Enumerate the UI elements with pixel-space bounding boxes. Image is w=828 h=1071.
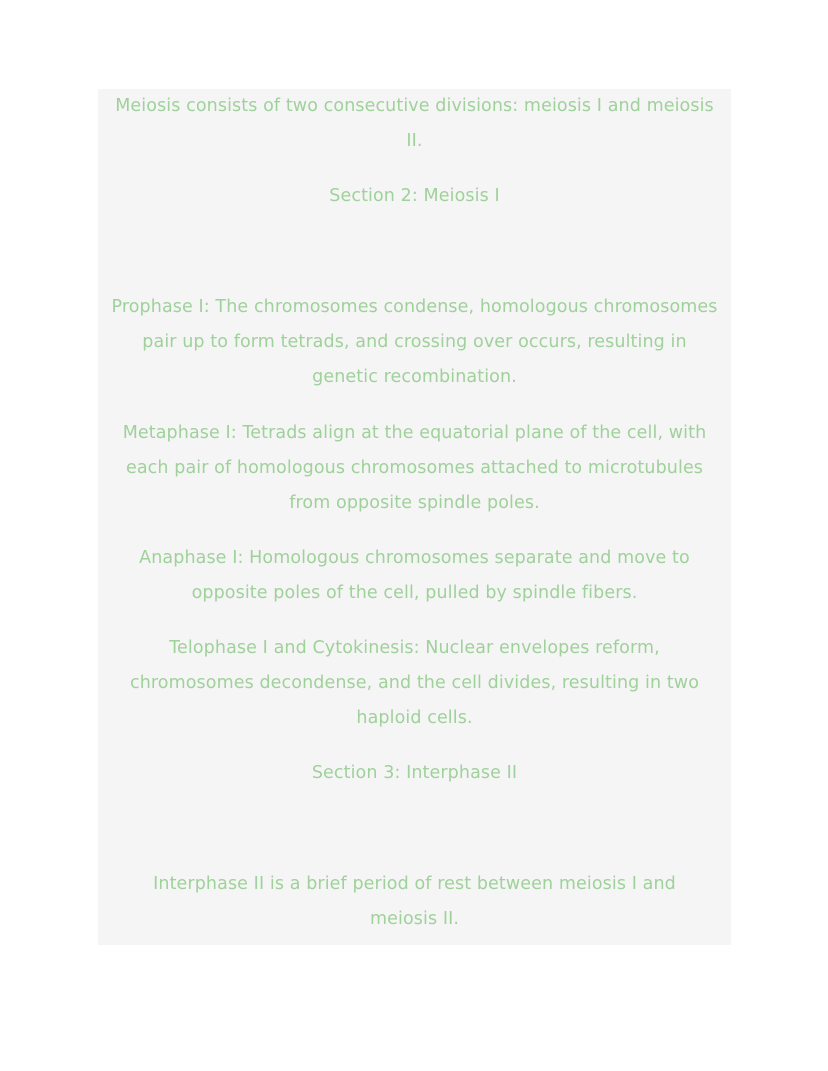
text-line: haploid cells. — [356, 708, 473, 728]
text-line: Anaphase I: Homologous chromosomes separate and move to — [139, 548, 690, 568]
intro-paragraph — [98, 89, 731, 159]
text-line: Interphase II is a brief period of rest between meiosis I and — [153, 874, 676, 894]
text-line: Meiosis consists of two consecutive divisions: meiosis I and meiosis — [115, 96, 714, 116]
text-line: genetic recombination. — [312, 367, 517, 387]
text-line: meiosis II. — [369, 909, 460, 929]
text-line: pair up to form tetrads, and crossing over occurs, resulting in — [142, 332, 687, 352]
interphase-ii-paragraph — [98, 867, 731, 937]
text-line: Telophase I and Cytokinesis: Nuclear envelopes reform, — [169, 638, 660, 658]
telophase-i-paragraph — [98, 631, 731, 736]
section-2-heading — [98, 179, 731, 214]
text-line: Prophase I: The chromosomes condense, homologous chromosomes — [111, 297, 718, 317]
section-3-heading — [98, 756, 731, 791]
text-line: opposite poles of the cell, pulled by spindle fibers. — [191, 583, 638, 603]
text-line: from opposite spindle poles. — [289, 493, 540, 513]
anaphase-i-paragraph — [98, 541, 731, 611]
document-panel — [98, 89, 731, 945]
text-line: Section 2: Meiosis I — [329, 186, 500, 206]
text-line: Metaphase I: Tetrads align at the equatorial plane of the cell, with — [122, 423, 707, 443]
text-line: Section 3: Interphase II — [311, 763, 518, 783]
text-line: chromosomes decondense, and the cell divides, resulting in two — [129, 673, 700, 693]
metaphase-i-paragraph — [98, 416, 731, 521]
text-line: II. — [406, 131, 423, 151]
prophase-i-paragraph — [98, 290, 731, 395]
text-line: each pair of homologous chromosomes attached to microtubules — [125, 458, 704, 478]
